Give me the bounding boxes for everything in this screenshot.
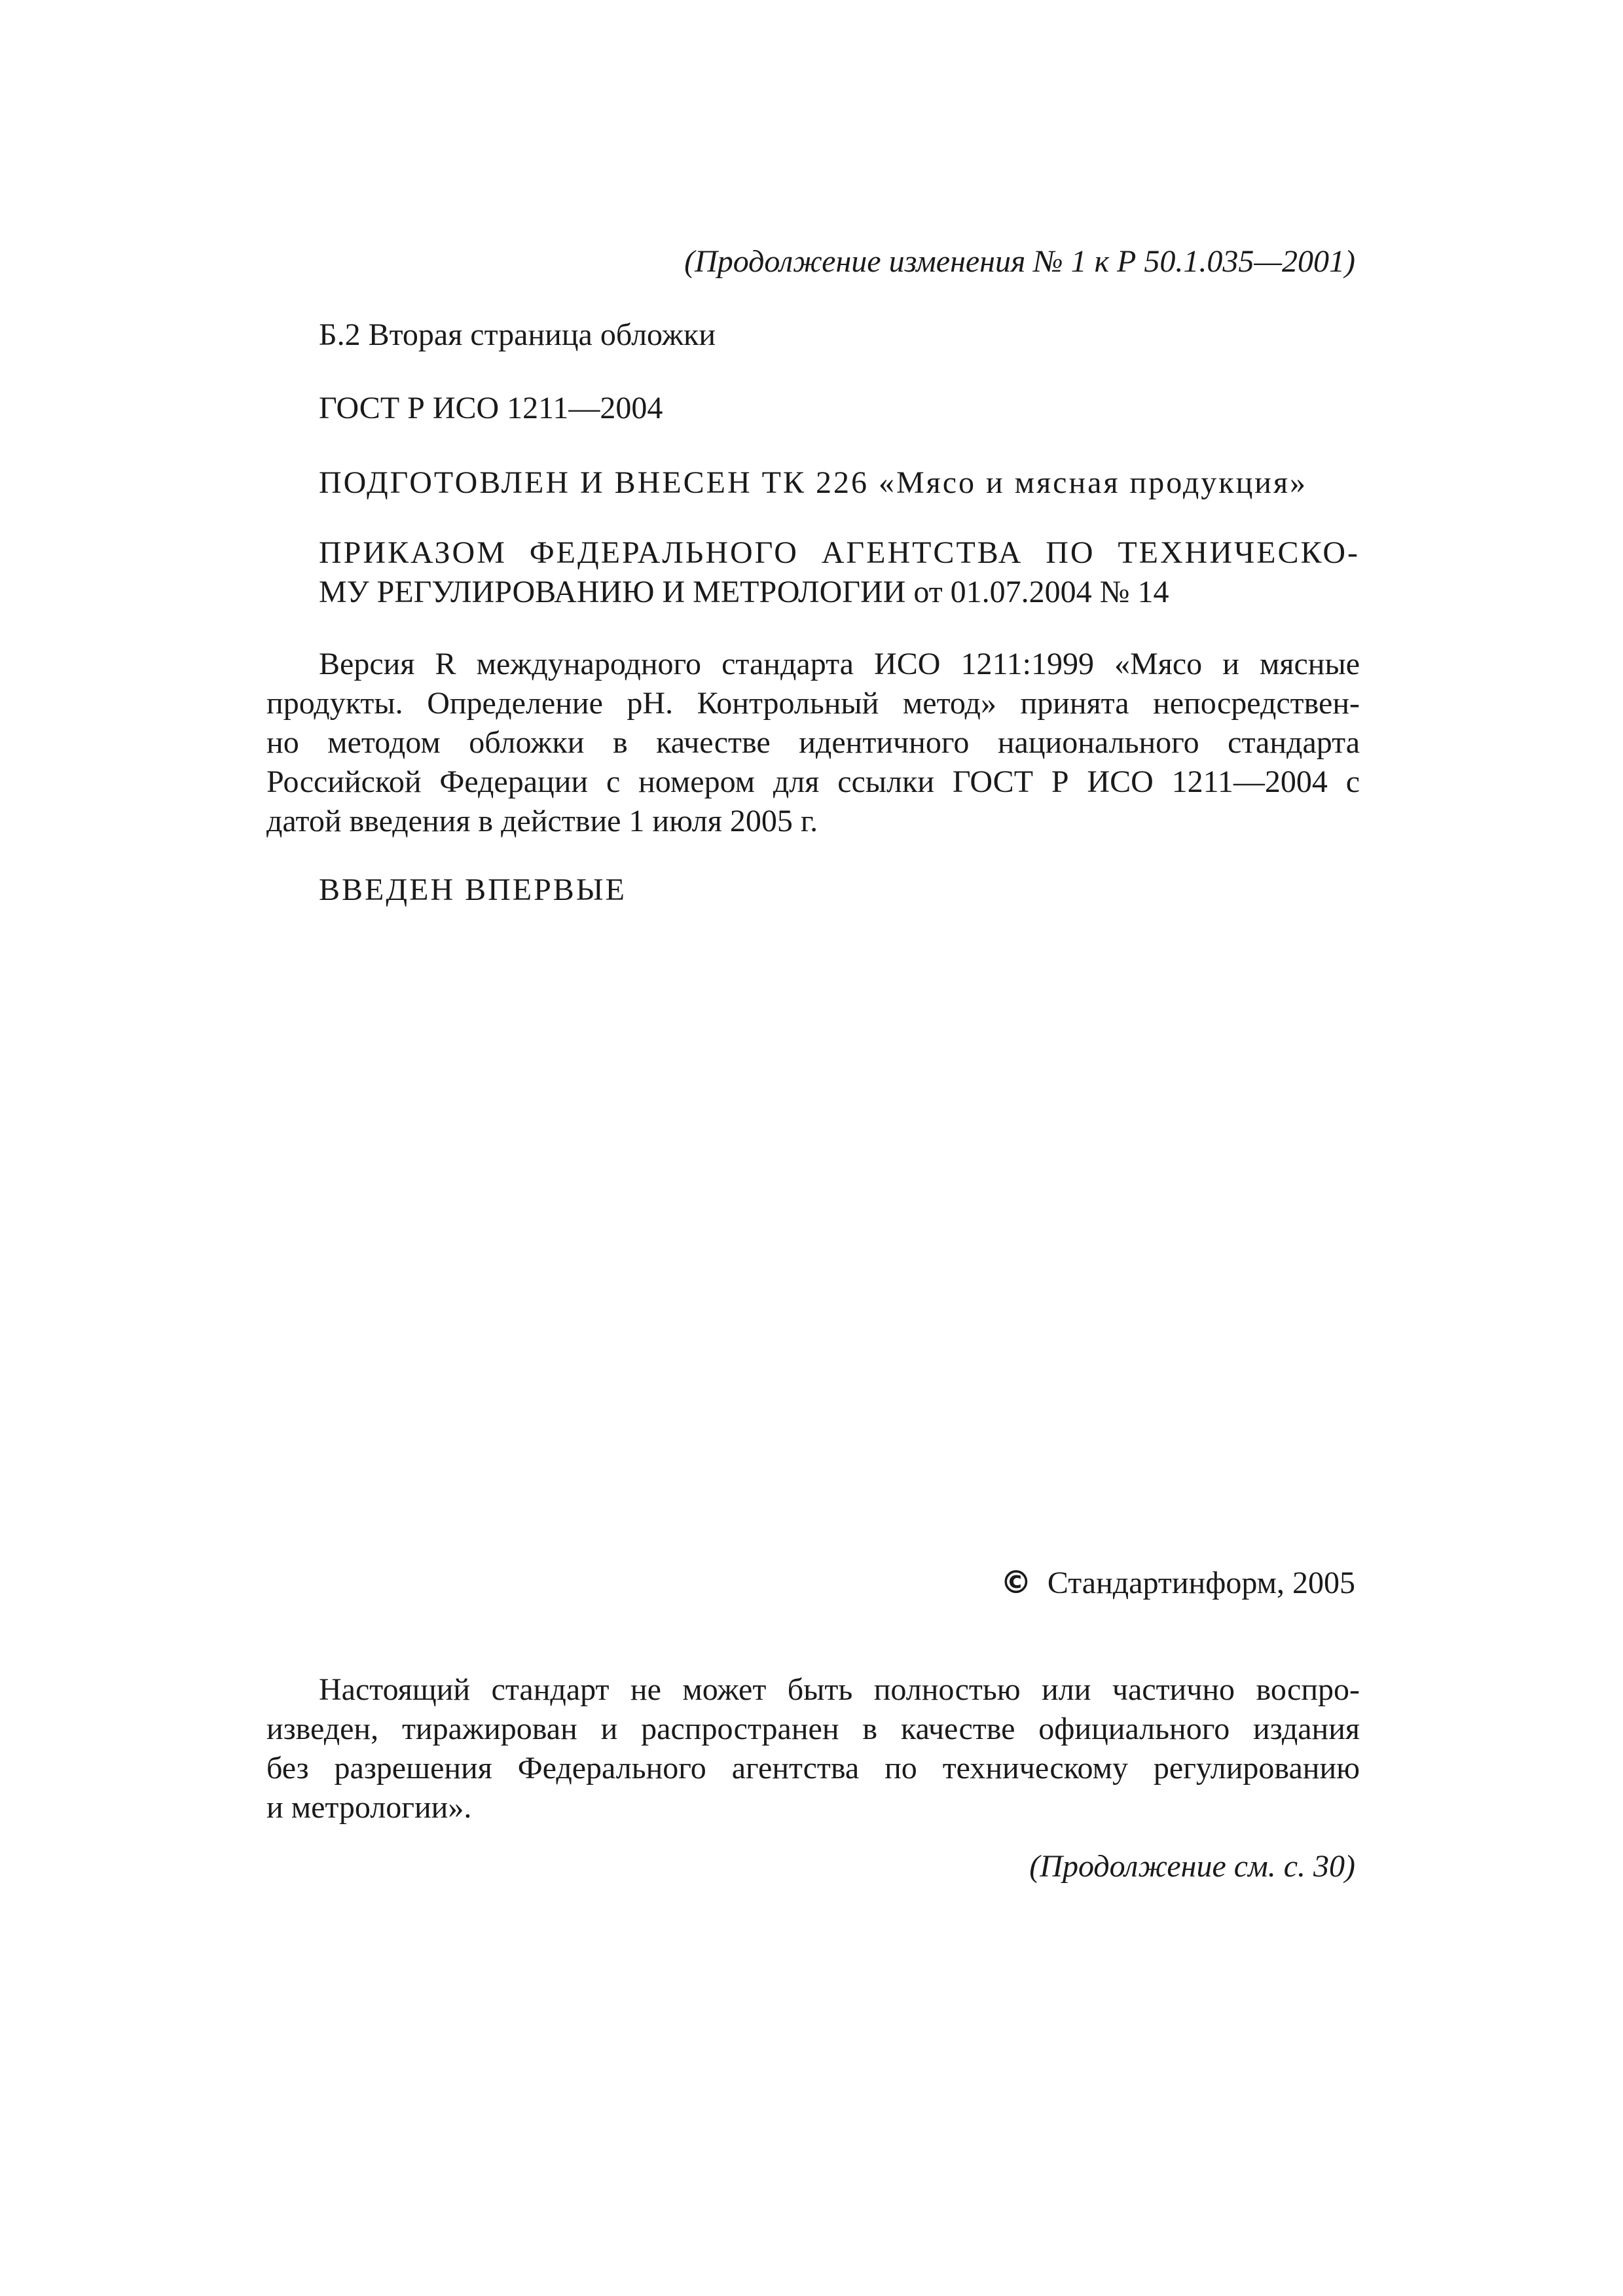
reproduction-notice-line: и метрологии». <box>266 1790 472 1825</box>
version-paragraph-line: датой введения в действие 1 июля 2005 г. <box>266 804 818 838</box>
approval-order-block <box>319 533 1360 612</box>
version-paragraph-line: Российской Федерации с номером для ссылки ГОСТ Р ИСО 1211—2004 с <box>266 764 1360 799</box>
approval-order-line: ПРИКАЗОМ ФЕДЕРАЛЬНОГО АГЕНТСТВА ПО ТЕХНИЧЕСКО- <box>319 535 1360 570</box>
version-paragraph-line: Версия R международного стандарта ИСО 1211:1999 «Мясо и мясные <box>319 647 1360 681</box>
introduced-first-time: ВВЕДЕН ВПЕРВЫЕ <box>319 872 627 907</box>
copyright-text: Стандартинформ, 2005 <box>1047 1566 1355 1600</box>
copyright-line <box>838 1563 1355 1603</box>
footer-continuation-note: (Продолжение см. с. 30) <box>1029 1849 1355 1884</box>
reproduction-notice <box>266 1670 1360 1827</box>
header-continuation-note: (Продолжение изменения № 1 к Р 50.1.035—2001) <box>684 244 1355 279</box>
standard-designation: ГОСТ Р ИСО 1211—2004 <box>319 391 663 425</box>
approval-order-line: МУ РЕГУЛИРОВАНИЮ И МЕТРОЛОГИИ от 01.07.2004 № 14 <box>319 575 1169 609</box>
reproduction-notice-line: Настоящий стандарт не может быть полностью или частично воспро- <box>319 1672 1360 1707</box>
reproduction-notice-line: изведен, тиражирован и распространен в качестве официального издания <box>266 1712 1360 1746</box>
section-title: Б.2 Вторая страница обложки <box>319 317 716 352</box>
version-paragraph-line: продукты. Определение pH. Контрольный метод» принята непосредствен- <box>266 686 1360 721</box>
prepared-by-line: ПОДГОТОВЛЕН И ВНЕСЕН ТК 226 «Мясо и мясная продукция» <box>319 465 1308 500</box>
reproduction-notice-line: без разрешения Федерального агентства по техническому регулированию <box>266 1751 1360 1785</box>
copyright-icon: © <box>1000 1564 1032 1601</box>
version-paragraph-line: но методом обложки в качестве идентичного национального стандарта <box>266 725 1360 760</box>
version-paragraph <box>266 645 1360 841</box>
